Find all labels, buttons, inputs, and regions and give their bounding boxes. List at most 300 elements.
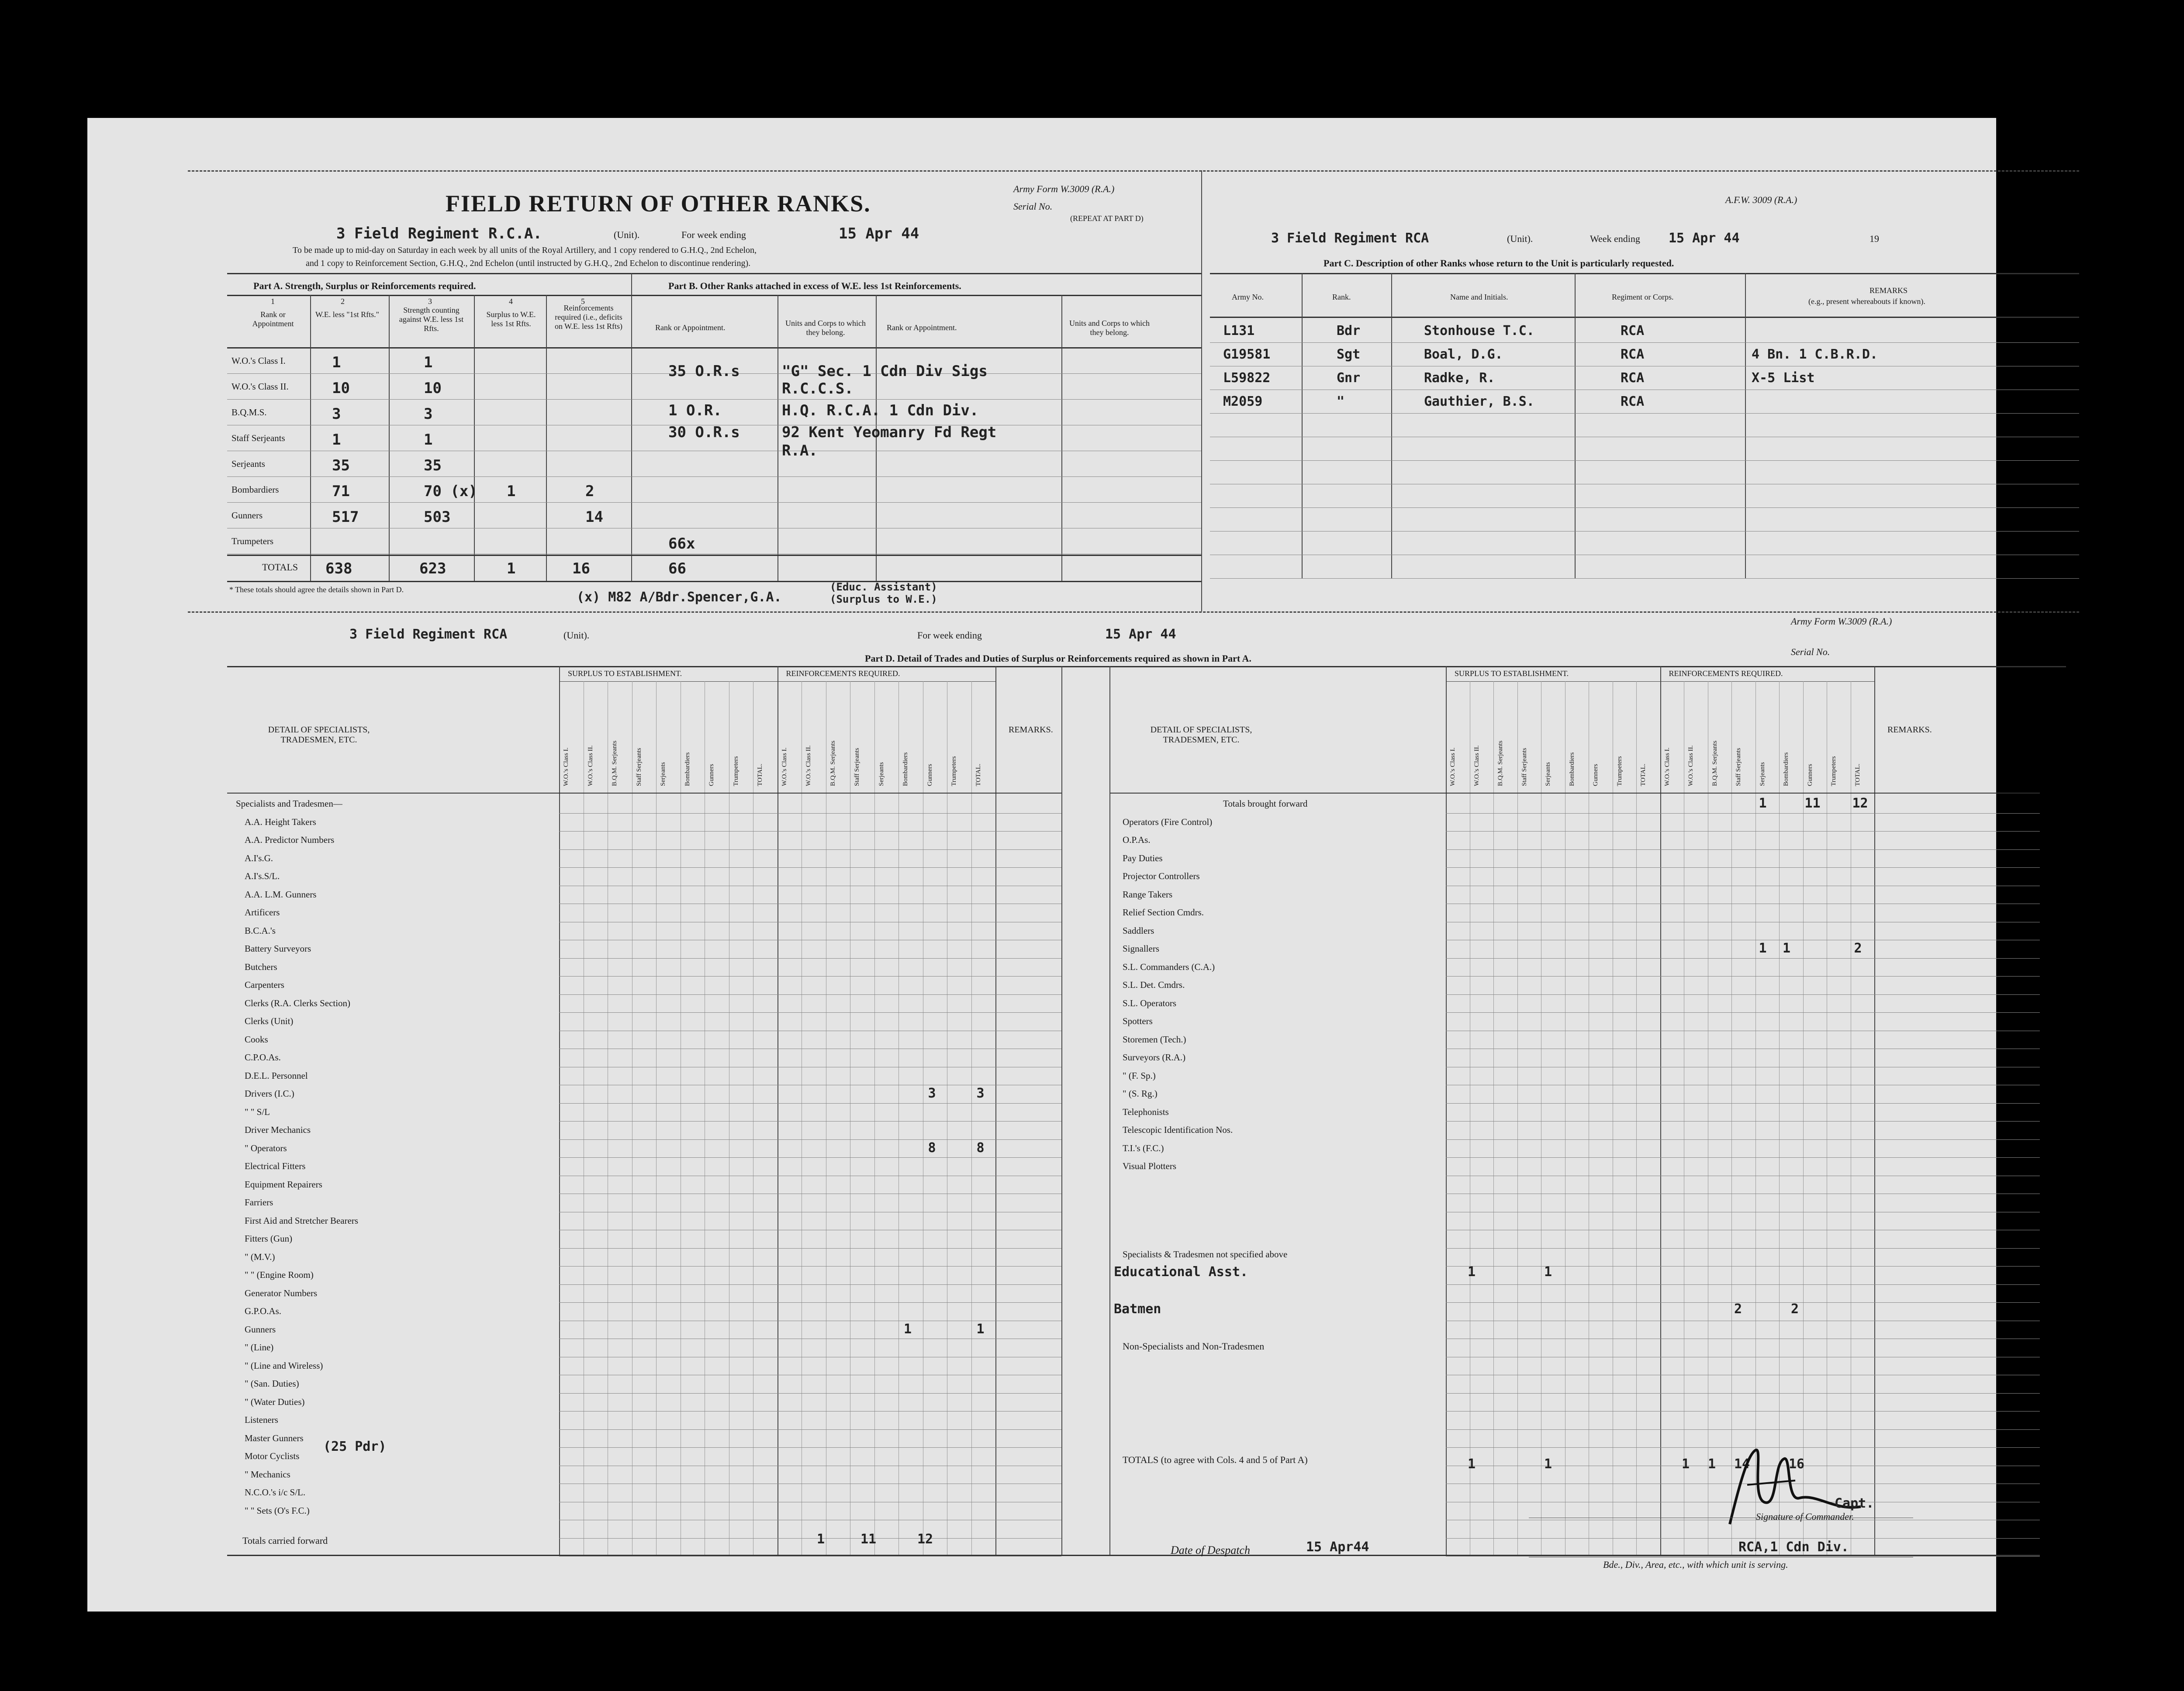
sub-col-head: W.O.'s Class I. xyxy=(1663,747,1671,786)
instruction-line-1: To be made up to mid-day on Saturday in each week by all units of the Royal Artillery, and 1 copy rendered to G.H.Q., 2nd Echelon, xyxy=(293,245,757,255)
d-row-rule xyxy=(559,849,1061,850)
rank-label: Serjeants xyxy=(232,459,265,469)
trade-label-r: Saddlers xyxy=(1123,925,1154,936)
d-row-rule xyxy=(559,1103,1061,1104)
d-row-rule xyxy=(1446,1429,2040,1430)
detail-head: DETAIL OF SPECIALISTS, TRADESMEN, ETC. xyxy=(268,725,370,745)
x-note-right: (Educ. Assistant) (Surplus to W.E.) xyxy=(830,581,937,605)
grid-line xyxy=(1391,273,1392,579)
col-line xyxy=(1803,681,1804,1555)
trade-label: Electrical Fitters xyxy=(245,1161,306,1171)
rfts-head: REINFORCEMENTS REQUIRED. xyxy=(1669,669,1783,678)
tot-rft-gnr: 14 xyxy=(1734,1456,1750,1472)
trade-label-r: Visual Plotters xyxy=(1123,1161,1176,1171)
d-row-rule xyxy=(559,1447,1061,1448)
sub-col-head: Trumpeters xyxy=(732,756,740,786)
d-row-rule xyxy=(1446,1266,2040,1267)
sub-col-head: W.O.'s Class II. xyxy=(1473,745,1480,786)
col-line xyxy=(1446,666,1447,1555)
col-num-4: 4 xyxy=(509,297,513,306)
pb-rank: 30 O.R.s xyxy=(668,424,740,441)
d-row-rule xyxy=(1446,1139,2040,1140)
tot-rft-bdr: 1 xyxy=(1708,1456,1716,1472)
rank-label: B.Q.M.S. xyxy=(232,407,267,418)
pb-unit: R.C.C.S. xyxy=(782,380,854,397)
pc-head-remarks: REMARKS xyxy=(1870,286,1908,295)
d-row-rule xyxy=(1446,958,2040,959)
totals-footnote: * These totals should agree the details shown in Part D. xyxy=(229,585,404,594)
trade-label-r: Range Takers xyxy=(1123,889,1173,900)
d-row-rule xyxy=(559,1302,1061,1303)
we-value: 10 xyxy=(332,380,350,397)
trade-label-r: S.L. Commanders (C.A.) xyxy=(1123,962,1215,972)
totals-label: TOTALS xyxy=(262,562,298,573)
trade-label: First Aid and Stretcher Bearers xyxy=(245,1215,359,1226)
trade-label-r: S.L. Det. Cmdrs. xyxy=(1123,980,1185,990)
pc-row-rule xyxy=(1210,507,2079,508)
pc-name: Radke, R. xyxy=(1424,370,1495,386)
form-sheet xyxy=(87,118,1996,1612)
grid-line xyxy=(1575,273,1576,579)
trade-label: Generator Numbers xyxy=(245,1288,318,1298)
pc-row-rule xyxy=(1210,578,2079,579)
we-value: 1 xyxy=(332,431,341,449)
trade-label: Carpenters xyxy=(245,980,284,990)
pc-name: Gauthier, B.S. xyxy=(1424,394,1534,409)
trade-label-r: Surveyors (R.A.) xyxy=(1123,1052,1186,1063)
part-b-total-1: 66x xyxy=(668,535,695,552)
col-line xyxy=(1874,666,1875,1555)
col-line xyxy=(1517,681,1518,1555)
tr-week-value: 15 Apr 44 xyxy=(1669,231,1740,246)
d-row-rule xyxy=(559,958,1061,959)
col-head-strength: Strength counting against W.E. less 1st Rfts. xyxy=(399,306,464,333)
pc-row-rule xyxy=(1210,460,2079,461)
pc-army-no: M2059 xyxy=(1223,394,1263,409)
rfts-head: REINFORCEMENTS REQUIRED. xyxy=(786,669,900,678)
trade-label: A.A. Predictor Numbers xyxy=(245,835,335,845)
grid-line xyxy=(631,273,632,581)
brought-serj: 1 xyxy=(1759,796,1767,811)
sub-col-head: Staff Serjeants xyxy=(1521,748,1528,786)
trade-label: C.P.O.As. xyxy=(245,1052,281,1063)
week-value: 15 Apr 44 xyxy=(839,225,919,242)
pb-unit: R.A. xyxy=(782,442,818,459)
trade-label-r: " (F. Sp.) xyxy=(1123,1070,1156,1081)
pc-corps: RCA xyxy=(1621,370,1645,386)
pc-rank: " xyxy=(1337,394,1345,409)
part-c-rule xyxy=(1210,273,2079,274)
sub-col-head: Gunners xyxy=(708,764,715,786)
total-rfts: 16 xyxy=(572,560,590,577)
pc-row-rule xyxy=(1210,413,2079,414)
col-line xyxy=(656,681,657,1555)
pb-rank: 35 O.R.s xyxy=(668,362,740,380)
sub-col-head: W.O.'s Class I. xyxy=(781,747,788,786)
trade-label-r: T.I.'s (F.C.) xyxy=(1123,1143,1164,1153)
unit-label: (Unit). xyxy=(614,229,640,240)
trade-label: Listeners xyxy=(245,1415,278,1425)
part-d-title: Part D. Detail of Trades and Duties of Surplus or Reinforcements required as shown in Part A. xyxy=(865,653,1251,664)
grid-line xyxy=(474,295,475,581)
pc-head-name: Name and Initials. xyxy=(1450,293,1508,301)
pc-rank: Sgt xyxy=(1337,347,1361,362)
sub-col-head: B.Q.M. Serjeants xyxy=(1711,740,1718,786)
sub-col-head: Bombardiers xyxy=(1568,752,1576,786)
d-row-rule xyxy=(559,1284,1061,1285)
pc-remarks: X-5 List xyxy=(1752,370,1815,386)
pb-unit: H.Q. R.C.A. 1 Cdn Div. xyxy=(782,402,979,419)
sub-col-head: Bombardiers xyxy=(902,752,909,786)
head-bottom-rule xyxy=(227,793,1061,794)
d-row-rule xyxy=(559,1139,1061,1140)
d-row-rule xyxy=(559,994,1061,995)
trade-label: " (Line) xyxy=(245,1342,274,1353)
d-row-rule xyxy=(559,1248,1061,1249)
tot-sur-serj: 1 xyxy=(1468,1456,1476,1472)
grid-line xyxy=(389,295,390,581)
sub-col-head: Serjeants xyxy=(660,762,667,786)
d-row-rule xyxy=(559,1012,1061,1013)
educ-label: Educational Asst. xyxy=(1114,1264,1248,1280)
col-line xyxy=(1493,681,1494,1555)
d-row-rule xyxy=(559,1266,1061,1267)
part-b-total-2: 66 xyxy=(668,560,686,577)
batmen-label: Batmen xyxy=(1114,1301,1161,1317)
sub-col-head: Bombardiers xyxy=(684,752,691,786)
sig-label: Signature of Commander. xyxy=(1756,1511,1854,1522)
d-row-rule xyxy=(1446,813,2040,814)
pc-remarks-sub: (e.g., present whereabouts if known). xyxy=(1808,297,1925,306)
trade-label-r: Spotters xyxy=(1123,1016,1153,1026)
total-we: 638 xyxy=(325,560,352,577)
trade-label: Gunners xyxy=(245,1324,276,1335)
head-bottom-rule xyxy=(1109,793,2040,794)
sub-col-head: Serjeants xyxy=(878,762,885,786)
col-head-rank: Rank or Appointment xyxy=(252,310,294,328)
sub-col-head: Gunners xyxy=(926,764,933,786)
d-row-rule xyxy=(1446,1393,2040,1394)
unit-value: 3 Field Regiment R.C.A. xyxy=(336,225,542,242)
remarks-head: REMARKS. xyxy=(1887,725,1932,735)
pc-head-no: Army No. xyxy=(1232,293,1264,301)
trade-label: " (M.V.) xyxy=(245,1252,275,1262)
grid-line xyxy=(546,295,547,581)
trade-label: Clerks (R.A. Clerks Section) xyxy=(245,998,351,1008)
trade-label: " (Line and Wireless) xyxy=(245,1360,323,1371)
grid-line xyxy=(1302,273,1303,579)
strength-value: 10 xyxy=(424,380,442,397)
trade-label: B.C.A.'s xyxy=(245,925,276,936)
pc-rank: Bdr xyxy=(1337,323,1361,338)
pd-week-value: 15 Apr 44 xyxy=(1105,627,1176,642)
instruction-line-2: and 1 copy to Reinforcement Section, G.H.Q., 2nd Echelon (until instructed by G.H.Q., 2nd Echelon to discontinue rendering). xyxy=(306,259,751,268)
pb-unit: 92 Kent Yeomanry Fd Regt xyxy=(782,424,997,441)
trade-label-r: Pay Duties xyxy=(1123,853,1163,863)
col-head-rfts: Reinforcements required (i.e., deficits on W.E. less 1st Rfts) xyxy=(554,304,622,331)
surplus-value: 1 xyxy=(507,483,516,500)
sub-col-head: Staff Serjeants xyxy=(854,748,860,786)
trade-label-r: Operators (Fire Control) xyxy=(1123,817,1213,827)
pc-name: Stonhouse T.C. xyxy=(1424,323,1534,338)
col-num-2: 2 xyxy=(341,297,345,306)
d-row-rule xyxy=(1446,867,2040,868)
repeat-note: (REPEAT AT PART D) xyxy=(1070,214,1144,223)
sub-col-head: W.O.'s Class II. xyxy=(587,745,594,786)
pc-name: Boal, D.G. xyxy=(1424,347,1503,362)
bde-value: RCA,1 Cdn Div. xyxy=(1738,1539,1849,1555)
trade-label: Driver Mechanics xyxy=(245,1125,311,1135)
d-row-rule xyxy=(1446,1248,2040,1249)
sub-col-head: W.O.'s Class I. xyxy=(563,747,570,786)
week-label: For week ending xyxy=(681,229,746,240)
tr-unit-value: 3 Field Regiment RCA xyxy=(1271,231,1429,246)
trade-label: Clerks (Unit) xyxy=(245,1016,294,1026)
trade-label: Drivers (I.C.) xyxy=(245,1088,294,1099)
trade-label-r: Totals brought forward xyxy=(1223,798,1308,809)
trade-label: Motor Cyclists xyxy=(245,1451,300,1461)
trade-label: N.C.O.'s i/c S/L. xyxy=(245,1487,306,1498)
carried-bdr: 1 xyxy=(817,1532,825,1547)
center-divider-top xyxy=(1201,170,1202,611)
trade-label: Artificers xyxy=(245,907,280,918)
part-a-bottom-rule xyxy=(227,581,1201,582)
trade-label-r: Relief Section Cmdrs. xyxy=(1123,907,1204,918)
sub-col-head: B.Q.M. Serjeants xyxy=(1497,740,1504,786)
sub-col-head: Bombardiers xyxy=(1783,752,1790,786)
d-row-rule xyxy=(559,813,1061,814)
sub-col-head: Serjeants xyxy=(1545,762,1552,786)
d-row-rule xyxy=(559,831,1061,832)
sub-col-head: B.Q.M. Serjeants xyxy=(829,740,836,786)
afw-number: A.F.W. 3009 (R.A.) xyxy=(1725,194,1797,205)
pc-corps: RCA xyxy=(1621,394,1645,409)
row-rule xyxy=(227,476,1201,477)
col-line xyxy=(1636,681,1637,1555)
grid-line xyxy=(1061,295,1062,581)
totals-rule xyxy=(227,555,1201,556)
trade-label: Specialists and Tradesmen— xyxy=(236,798,342,809)
pd-serial-no: Serial No. xyxy=(1791,646,1830,657)
d-row-rule xyxy=(1446,1538,2040,1539)
grid-line xyxy=(1745,273,1746,579)
part-c-title: Part C. Description of other Ranks whose return to the Unit is particularly requested. xyxy=(1324,258,1674,269)
trade-entry-gnr: 3 xyxy=(928,1086,936,1101)
non-specialists-label: Non-Specialists and Non-Tradesmen xyxy=(1123,1341,1265,1352)
trade-label: A.A. Height Takers xyxy=(245,817,316,827)
serial-no-label: Serial No. xyxy=(1013,201,1053,212)
rank-label: W.O.'s Class I. xyxy=(232,355,286,366)
sub-col-head: TOTAL. xyxy=(1640,763,1647,786)
we-value: 517 xyxy=(332,508,359,526)
trade-label: " " (Engine Room) xyxy=(245,1270,314,1280)
trade-label: Farriers xyxy=(245,1197,273,1208)
rfts-value: 2 xyxy=(585,483,594,500)
sub-col-head: B.Q.M. Serjeants xyxy=(611,740,618,786)
date-despatch-label: Date of Despatch xyxy=(1171,1544,1250,1556)
part-a-head-rule xyxy=(227,295,1201,296)
trade-label-r: Signallers xyxy=(1123,943,1159,954)
col-line xyxy=(559,666,560,1555)
pc-head-corps: Regiment or Corps. xyxy=(1612,293,1674,301)
trade-entry-total: 3 xyxy=(976,1086,985,1101)
sub-col-head: Trumpeters xyxy=(1616,756,1623,786)
remarks-head: REMARKS. xyxy=(1009,725,1053,735)
trade-label: " Operators xyxy=(245,1143,287,1153)
col-line xyxy=(1731,681,1732,1555)
dashed-rule-mid xyxy=(188,611,2079,613)
sub-col-head: W.O.'s Class II. xyxy=(805,745,812,786)
surplus-head: SURPLUS TO ESTABLISHMENT. xyxy=(568,669,682,678)
col-num-1: 1 xyxy=(271,297,275,306)
trade-label: A.A. L.M. Gunners xyxy=(245,889,317,900)
d-row-rule xyxy=(1446,994,2040,995)
form-title: FIELD RETURN OF OTHER RANKS. xyxy=(446,190,871,217)
col-num-3: 3 xyxy=(428,297,432,306)
pb-head-rank-2: Rank or Appointment. xyxy=(887,323,957,332)
col-line xyxy=(1755,681,1756,1555)
trade-label: A.I's.S/L. xyxy=(245,871,280,881)
col-line xyxy=(874,681,875,1555)
batmen-total: 2 xyxy=(1791,1301,1799,1317)
d-row-rule xyxy=(1446,976,2040,977)
pb-unit: "G" Sec. 1 Cdn Div Sigs xyxy=(782,362,988,380)
sub-col-head: Gunners xyxy=(1592,764,1599,786)
trade-label-r: Telescopic Identification Nos. xyxy=(1123,1125,1233,1135)
educ-serj: 1 xyxy=(1468,1264,1476,1280)
rank-label: Staff Serjeants xyxy=(232,433,285,443)
sig-rank: Capt. xyxy=(1835,1496,1874,1511)
pd-unit-value: 3 Field Regiment RCA xyxy=(349,627,508,642)
trade-label: D.E.L. Personnel xyxy=(245,1070,308,1081)
tot-sur-total: 1 xyxy=(1544,1456,1552,1472)
sub-col-head: W.O.'s Class II. xyxy=(1687,745,1694,786)
pd-week-label: For week ending xyxy=(917,630,982,641)
total-surplus: 1 xyxy=(507,560,516,577)
strength-value: 3 xyxy=(424,405,433,423)
brought-total: 12 xyxy=(1852,796,1868,811)
total-strength: 623 xyxy=(419,560,446,577)
d-row-rule xyxy=(559,1393,1061,1394)
trade-label-r: Storemen (Tech.) xyxy=(1123,1034,1186,1045)
tr-year: 19 xyxy=(1870,233,1879,244)
bde-label: Bde., Div., Area, etc., with which unit is serving. xyxy=(1603,1559,1788,1570)
d-row-rule xyxy=(559,1429,1061,1430)
signallers-serj: 1 xyxy=(1759,941,1767,956)
trade-label: " " S/L xyxy=(245,1107,270,1117)
trade-label-r: O.P.As. xyxy=(1123,835,1151,845)
rank-label: W.O.'s Class II. xyxy=(232,381,289,392)
tr-unit-label: (Unit). xyxy=(1507,233,1533,244)
surplus-head: SURPLUS TO ESTABLISHMENT. xyxy=(1455,669,1569,678)
pc-army-no: L59822 xyxy=(1223,370,1271,386)
strength-value: 35 xyxy=(424,457,442,474)
pc-corps: RCA xyxy=(1621,347,1645,362)
sub-col-head: W.O.'s Class I. xyxy=(1449,747,1456,786)
sub-col-head: Staff Serjeants xyxy=(635,748,643,786)
col-line xyxy=(1061,666,1062,1555)
row-rule xyxy=(227,399,1201,400)
pd-army-form: Army Form W.3009 (R.A.) xyxy=(1791,616,1892,627)
pc-corps: RCA xyxy=(1621,323,1645,338)
trade-label: Fitters (Gun) xyxy=(245,1233,293,1244)
col-head-we: W.E. less "1st Rfts." xyxy=(315,310,380,319)
trade-label: Butchers xyxy=(245,962,277,972)
we-value: 35 xyxy=(332,457,350,474)
d-row-rule xyxy=(559,1121,1061,1122)
part-d-top-rule xyxy=(227,666,2066,667)
rank-label: Gunners xyxy=(232,510,263,521)
sub-col-head: TOTAL. xyxy=(975,763,982,786)
sub-col-head: Serjeants xyxy=(1759,762,1766,786)
part-a-grid-top xyxy=(227,347,1201,349)
d-row-rule xyxy=(1446,831,2040,832)
trade-label: Battery Surveyors xyxy=(245,943,311,954)
totals-carried-label: Totals carried forward xyxy=(242,1535,328,1546)
pb-rank: 1 O.R. xyxy=(668,402,722,419)
col-line xyxy=(1109,666,1110,1555)
sub-col-head: Trumpeters xyxy=(950,756,957,786)
army-form-number: Army Form W.3009 (R.A.) xyxy=(1013,183,1115,194)
tot-rft-total: 16 xyxy=(1789,1456,1805,1472)
col-head-surplus: Surplus to W.E. less 1st Rfts. xyxy=(486,310,536,328)
grid-line xyxy=(310,295,311,581)
x-note: (x) M82 A/Bdr.Spencer,G.A. xyxy=(577,590,782,605)
totals-label-d: TOTALS (to agree with Cols. 4 and 5 of Part A) xyxy=(1123,1454,1308,1465)
trade-label: " " Sets (O's F.C.) xyxy=(245,1505,310,1516)
trade-label: " (San. Duties) xyxy=(245,1378,299,1389)
d-row-rule xyxy=(559,976,1061,977)
d-row-rule xyxy=(1446,1302,2040,1303)
part-a-title: Part A. Strength, Surplus or Reinforcements required. xyxy=(253,280,476,291)
gunners-25pdr: (25 Pdr) xyxy=(323,1439,387,1454)
trade-entry-gnr: 8 xyxy=(928,1140,936,1156)
d-row-rule xyxy=(559,1538,1061,1539)
we-value: 1 xyxy=(332,354,341,371)
detail-head: DETAIL OF SPECIALISTS, TRADESMEN, ETC. xyxy=(1150,725,1252,745)
pc-head-rank: Rank. xyxy=(1332,293,1351,301)
we-value: 3 xyxy=(332,405,341,423)
d-row-rule xyxy=(1446,1157,2040,1158)
col-line xyxy=(995,666,996,1555)
pc-army-no: L131 xyxy=(1223,323,1255,338)
signallers-bdr: 1 xyxy=(1783,941,1791,956)
rank-label: Trumpeters xyxy=(232,536,274,546)
batmen-gnr: 2 xyxy=(1734,1301,1742,1317)
part-c-head-rule xyxy=(1210,317,2079,318)
part-d-bottom-rule xyxy=(227,1555,2040,1556)
pc-rank: Gnr xyxy=(1337,370,1361,386)
trade-label: " (Water Duties) xyxy=(245,1397,305,1407)
trade-label: Equipment Repairers xyxy=(245,1179,322,1190)
rank-label: Bombardiers xyxy=(232,484,279,495)
rfts-value: 14 xyxy=(585,508,603,526)
pb-head-unit: Units and Corps to which they belong. xyxy=(785,319,866,337)
d-row-rule xyxy=(1446,1284,2040,1285)
trade-label-r: S.L. Operators xyxy=(1123,998,1177,1008)
col-num-5: 5 xyxy=(581,297,585,306)
pb-head-unit-2: Units and Corps to which they belong. xyxy=(1069,319,1150,337)
sub-col-head: TOTAL. xyxy=(1854,763,1861,786)
pd-unit-label: (Unit). xyxy=(563,630,590,641)
tot-rft-serj: 1 xyxy=(1682,1456,1690,1472)
d-row-rule xyxy=(559,1157,1061,1158)
pc-row-rule xyxy=(1210,342,2079,343)
pc-army-no: G19581 xyxy=(1223,347,1271,362)
row-rule xyxy=(227,502,1201,503)
brought-gnr: 11 xyxy=(1804,796,1821,811)
col-line xyxy=(898,681,899,1555)
